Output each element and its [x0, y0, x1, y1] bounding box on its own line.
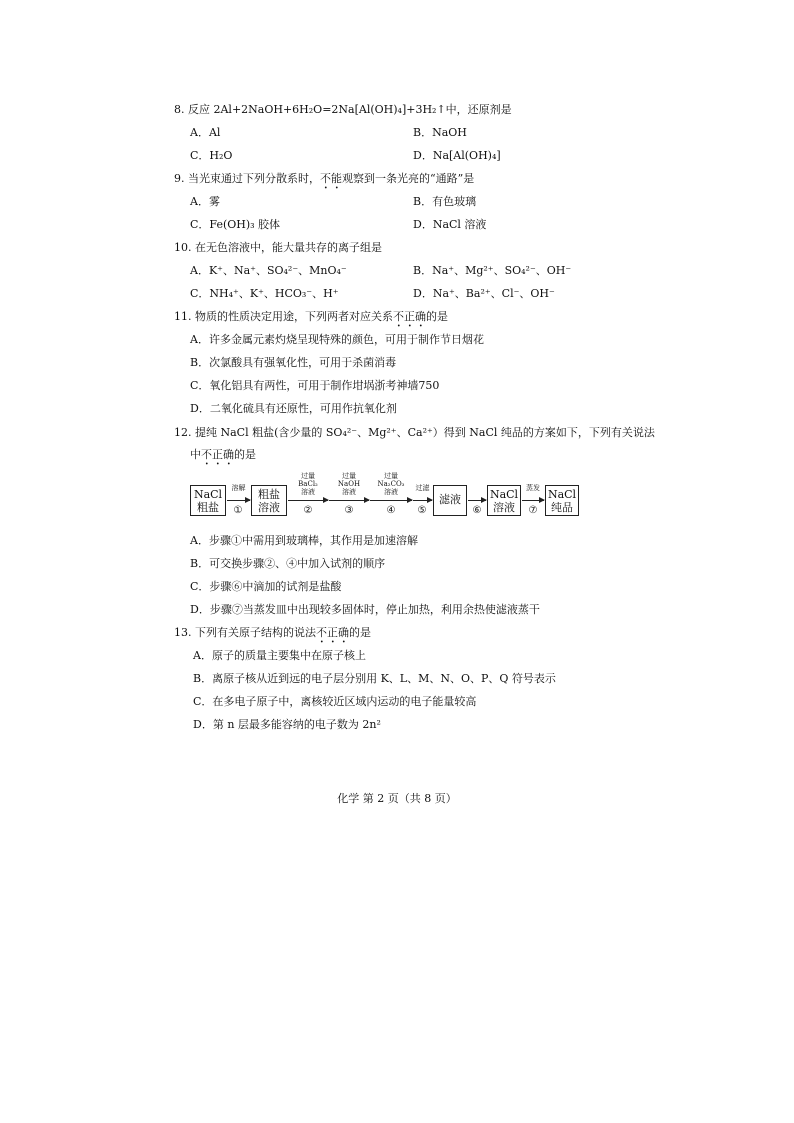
- question-13-stem: [174, 624, 371, 646]
- step-3-number: ③: [344, 505, 354, 516]
- q10-option-a: A．K⁺、Na⁺、SO₄²⁻、MnO₄⁻: [190, 264, 347, 277]
- reagent-label: 溶液: [384, 488, 398, 496]
- q8-option-a: A．Al: [190, 126, 221, 139]
- q12-option-d: D．步骤⑦当蒸发皿中出现较多固体时，停止加热，利用余热使滤液蒸干: [190, 603, 540, 616]
- box-label: 纯品: [551, 501, 573, 514]
- arrow-3-label: [329, 472, 369, 496]
- q11-option-a: A．许多金属元素灼烧呈现特殊的颜色，可用于制作节日烟花: [190, 333, 484, 346]
- q10-option-c: C．NH₄⁺、K⁺、HCO₃⁻、H⁺: [190, 287, 339, 300]
- q13-stem-post: 的是: [349, 626, 371, 639]
- purification-flow-diagram: [190, 472, 590, 528]
- step-1-number: ①: [233, 505, 243, 516]
- reagent-label: BaCl₂: [298, 480, 318, 488]
- q11-stem-pre: 11. 物质的性质决定用途，下列两者对应关系: [174, 310, 393, 323]
- q11-option-c: C．氧化铝具有两性，可用于制作坩埚浙考神墙750: [190, 379, 440, 392]
- box-label: NaCl: [193, 488, 223, 501]
- q9-option-c: C．Fe(OH)₃ 胶体: [190, 218, 281, 231]
- q13-stem-emphasis: 不正确: [316, 626, 349, 639]
- flow-box-pure-nacl: [545, 485, 579, 516]
- step-7-number: ⑦: [528, 505, 538, 516]
- question-9-stem: [174, 170, 474, 192]
- step-6-number: ⑥: [472, 505, 482, 516]
- q12-stem-post: 的是: [234, 448, 256, 461]
- reagent-label: 溶液: [301, 488, 315, 496]
- q9-stem-post: 观察到一条光亮的“通路”是: [342, 172, 475, 185]
- q8-option-d: D．Na[Al(OH)₄]: [413, 149, 501, 162]
- q9-option-b: B．有色玻璃: [413, 195, 477, 208]
- flow-box-nacl-solution: [487, 485, 521, 516]
- box-label: 溶液: [258, 501, 280, 514]
- flow-arrow-1: [227, 500, 250, 501]
- q11-option-b: B．次氯酸具有强氧化性，可用于杀菌消毒: [190, 356, 397, 369]
- box-label: 粗盐: [197, 501, 219, 514]
- box-label: NaCl: [489, 488, 519, 501]
- arrow-1-label: 溶解: [231, 484, 246, 492]
- q12-option-b: B．可交换步骤②、④中加入试剂的顺序: [190, 557, 386, 570]
- question-11-stem: [174, 308, 448, 330]
- flow-box-crude-solution: [251, 485, 287, 516]
- reagent-label: NaOH: [337, 480, 361, 488]
- question-12-stem-line1: 12. 提纯 NaCl 粗盐(含少量的 SO₄²⁻、Mg²⁺、Ca²⁺）得到 NaCl 纯品的方案如下，下列有关说法: [174, 426, 655, 439]
- q10-option-d: D．Na⁺、Ba²⁺、Cl⁻、OH⁻: [413, 287, 555, 300]
- reagent-label: 过量: [342, 472, 356, 480]
- step-2-number: ②: [303, 505, 313, 516]
- q12-option-c: C．步骤⑥中滴加的试剂是盐酸: [190, 580, 342, 593]
- question-10-stem: 10. 在无色溶液中，能大量共存的离子组是: [174, 241, 382, 254]
- q12-stem-pre: 中: [190, 448, 201, 461]
- q9-stem-pre: 9. 当光束通过下列分散系时，: [174, 172, 320, 185]
- q11-option-d: D．二氧化硫具有还原性，可用作抗氧化剂: [190, 402, 397, 415]
- flow-arrow-4: [370, 500, 412, 501]
- step-5-number: ⑤: [417, 505, 427, 516]
- box-label: 溶液: [493, 501, 515, 514]
- flow-arrow-6: [468, 500, 486, 501]
- q8-option-b: B．NaOH: [413, 126, 467, 139]
- step-4-number: ④: [386, 505, 396, 516]
- question-12-stem-line2: [190, 446, 256, 468]
- reagent-label: 过量: [301, 472, 315, 480]
- arrow-5-label: 过滤: [415, 484, 430, 492]
- flow-box-crude-salt: [190, 485, 226, 516]
- reagent-label: 溶液: [342, 488, 356, 496]
- question-8-stem: 8. 反应 2Al+2NaOH+6H₂O=2Na[Al(OH)₄]+3H₂↑中，还原剂是: [174, 103, 512, 116]
- q13-option-a: A．原子的质量主要集中在原子核上: [193, 649, 366, 662]
- arrow-2-label: [288, 472, 328, 496]
- box-label: NaCl: [547, 488, 577, 501]
- q11-stem-emphasis: 不正确: [393, 310, 426, 323]
- flow-arrow-3: [329, 500, 369, 501]
- q10-option-b: B．Na⁺、Mg²⁺、SO₄²⁻、OH⁻: [413, 264, 572, 277]
- arrow-7-label: 蒸发: [526, 484, 540, 492]
- q9-option-a: A．雾: [190, 195, 220, 208]
- flow-arrow-7: [522, 500, 544, 501]
- box-label: 粗盐: [258, 488, 280, 501]
- q12-option-a: A．步骤①中需用到玻璃棒，其作用是加速溶解: [190, 534, 418, 547]
- q13-option-d: D．第 n 层最多能容纳的电子数为 2n²: [193, 718, 381, 731]
- flow-arrow-5: [413, 500, 432, 501]
- q13-stem-pre: 13. 下列有关原子结构的说法: [174, 626, 316, 639]
- q8-option-c: C．H₂O: [190, 149, 233, 162]
- arrow-4-label: [370, 472, 412, 496]
- flow-box-filtrate: 滤液: [433, 485, 467, 516]
- reagent-label: Na₂CO₃: [377, 480, 405, 488]
- q13-option-c: C．在多电子原子中，离核较近区域内运动的电子能量较高: [193, 695, 477, 708]
- q13-option-b: B．离原子核从近到远的电子层分别用 K、L、M、N、O、P、Q 符号表示: [193, 672, 556, 685]
- flow-arrow-2: [288, 500, 328, 501]
- reagent-label: 过量: [384, 472, 398, 480]
- page-footer: 化学 第 2 页（共 8 页）: [337, 792, 457, 805]
- q9-stem-emphasis: 不能: [320, 172, 342, 185]
- q9-option-d: D．NaCl 溶液: [413, 218, 487, 231]
- q11-stem-post: 的是: [426, 310, 448, 323]
- q12-stem-emphasis: 不正确: [201, 448, 234, 461]
